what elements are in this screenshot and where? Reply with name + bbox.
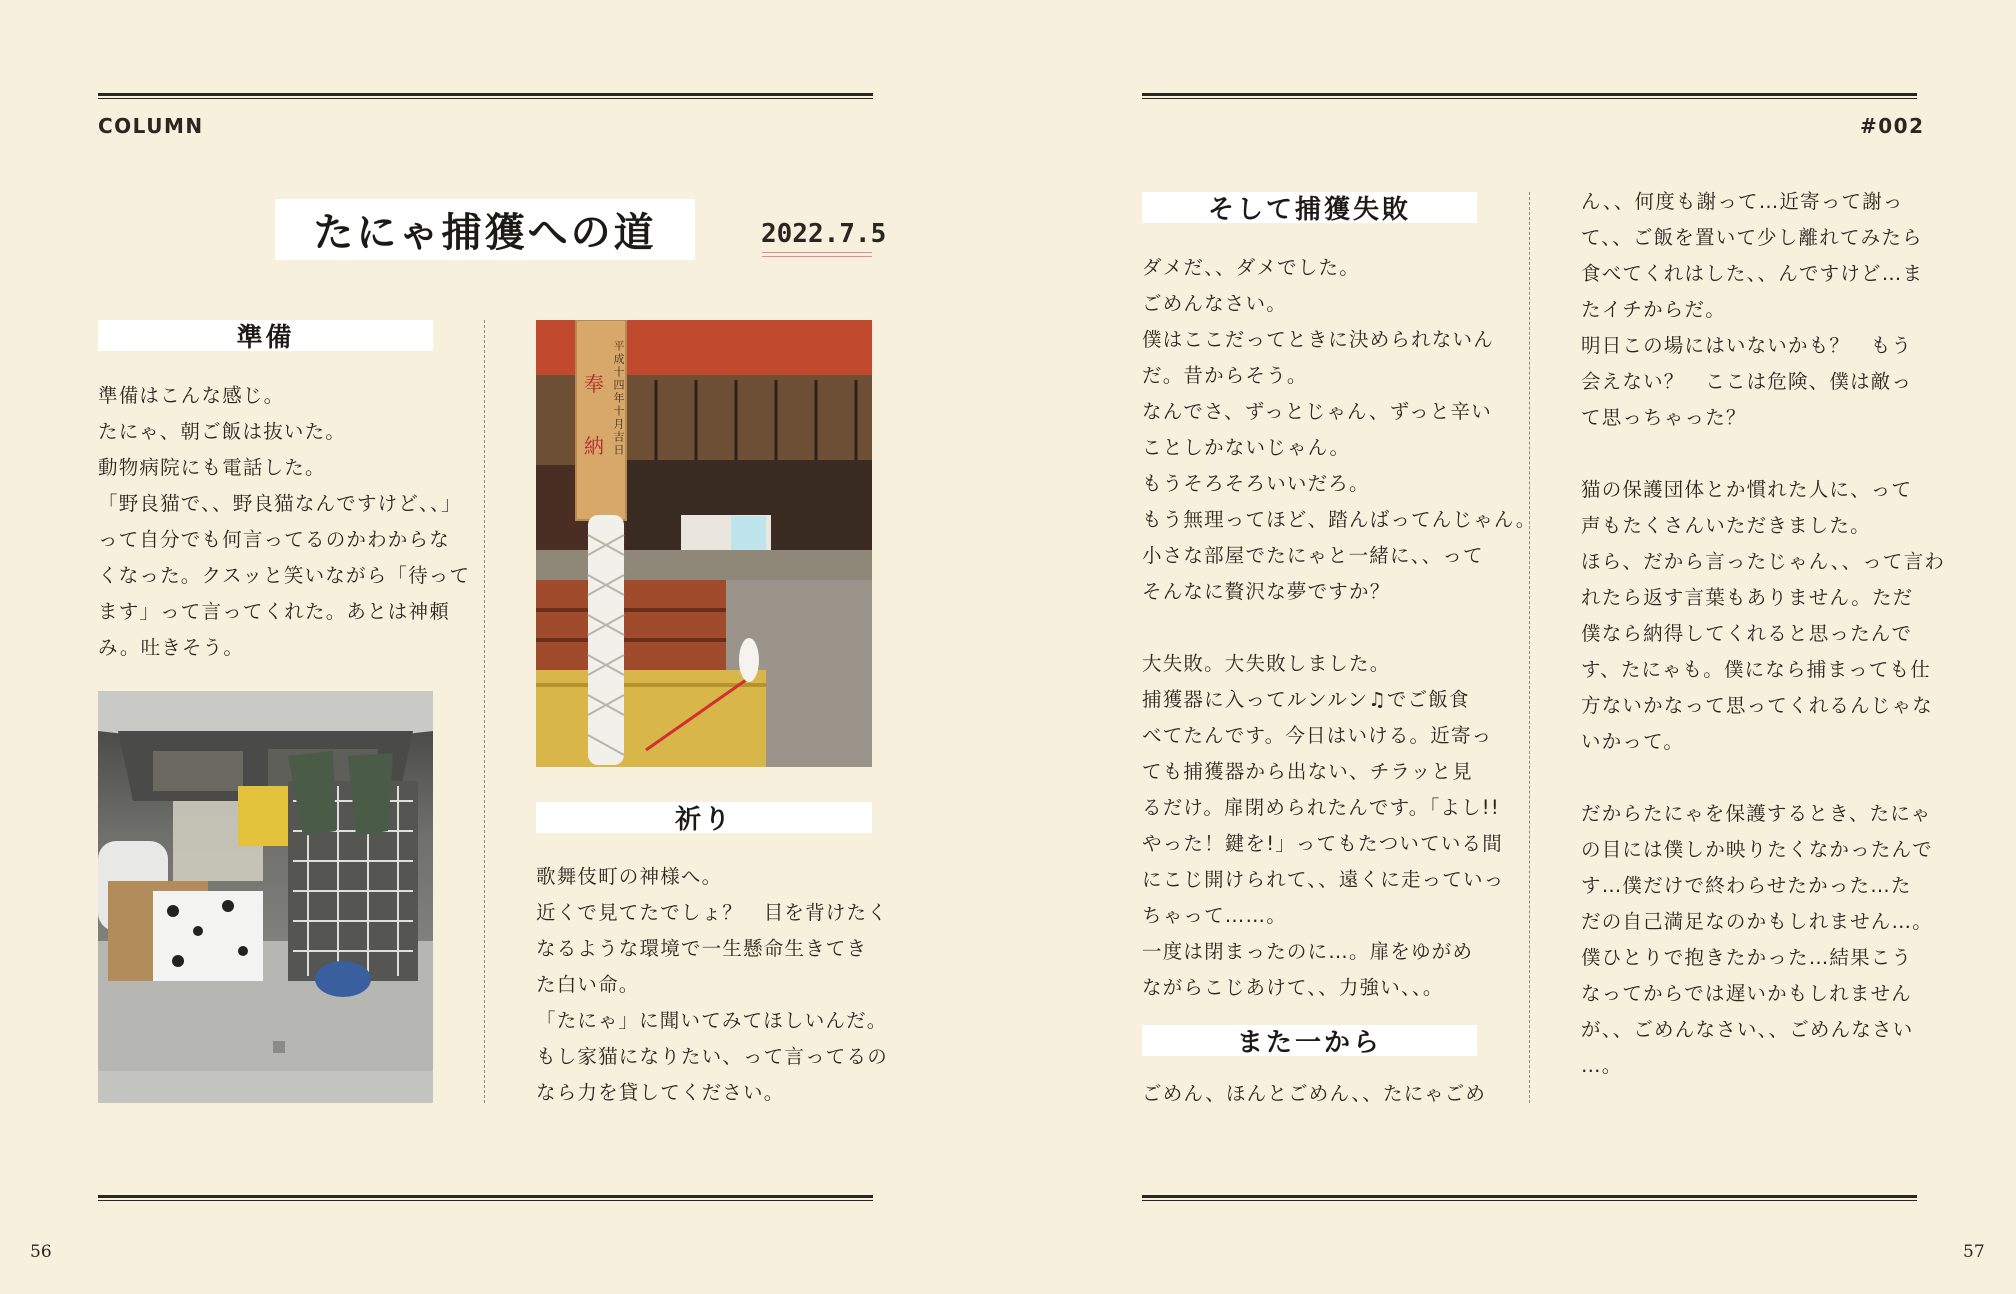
shrine-photo [536,320,872,767]
text-line: なら力を貸してください。 [536,1081,785,1104]
text-line: もうそろそろいいだろ。 [1142,472,1370,495]
text-line: くなった。クスッと笑いながら「待って [98,564,471,587]
text-line: だからたにゃを保護するとき、たにゃ [1581,802,1932,825]
bottom-rule-right [1142,1195,1917,1201]
text-line: て思っちゃった？ [1581,406,1747,429]
bottom-rule-left [98,1195,873,1201]
text-line: 動物病院にも電話した。 [98,456,326,479]
text-line: 会えない？ ここは危険、僕は敵っ [1581,370,1913,393]
text-line [1581,760,1921,796]
text-line: だの自己満足なのかもしれません…。 [1581,910,1933,933]
text-line: 大失敗。大失敗しました。 [1142,652,1391,675]
text-line: み。吐きそう。 [98,636,245,659]
text-line [1142,610,1482,646]
plaque-char-2: 納 [584,434,604,458]
text-line: 小さな部屋でたにゃと一緒に、、って [1142,544,1484,567]
text-line: もし家猫になりたい、って言ってるの [536,1045,888,1068]
text-line: 僕なら納得してくれると思ったんで [1581,622,1913,645]
text-line: ながらこじあけて、、力強い、、。 [1142,976,1444,999]
date-underline [762,252,872,257]
page-number-right: 57 [1963,1242,1985,1262]
title-date: 2022.7.5 [761,219,887,249]
issue-number: #002 [1860,114,1925,138]
text-line: 猫の保護団体とか慣れた人に、って [1581,478,1913,501]
section-body-junbi [98,378,471,666]
section-heading-inori: 祈り [536,802,872,833]
text-line: 方ないかなって思ってくれるんじゃな [1581,694,1933,717]
text-line: 捕獲器に入ってルンルン♫でご飯食 [1142,688,1470,711]
text-line: 僕はここだってときに決められないん [1142,328,1494,351]
text-line: 明日この場にはいないかも？ もう [1581,334,1913,357]
text-line: ごめん、ほんとごめん、、たにゃごめ [1142,1082,1487,1105]
text-line: たにゃ、朝ご飯は抜いた。 [98,420,347,443]
column-label: COLUMN [98,114,204,138]
text-line: なってからでは遅いかもしれません [1581,982,1913,1005]
text-line: 「野良猫で、、野良猫なんですけど、、」 [98,492,462,515]
text-line: なるような環境で一生懸命生きてき [536,937,868,960]
text-line: そんなに贅沢な夢ですか？ [1142,580,1391,603]
text-line: 声もたくさんいただきました。 [1581,514,1871,537]
car-trunk-photo [98,691,433,1103]
text-line: て、、ご飯を置いて少し離れてみたら [1581,226,1923,249]
text-line: 一度は閉まったのに…。扉をゆがめ [1142,940,1474,963]
text-line: ダメだ、、ダメでした。 [1142,256,1360,279]
text-line: にこじ開けられて、、遠くに走っていっ [1142,868,1505,891]
text-line: 「たにゃ」に聞いてみてほしいんだ。 [536,1009,888,1032]
text-line: 食べてくれはした、、んですけど…ま [1581,262,1924,285]
text-line: ことしかないじゃん。 [1142,436,1351,459]
text-line: す…僕だけで終わらせたかった…た [1581,874,1912,897]
section-heading-mataichi: また一から [1142,1025,1477,1056]
text-line: るだけ。扉閉められたんです。「よし!! [1142,796,1500,819]
column-divider [484,320,485,1103]
text-line: ごめんなさい。 [1142,292,1287,315]
text-line: の目には僕しか映りたくなかったんで [1581,838,1933,861]
text-line: いかって。 [1581,730,1685,753]
text-line: す、たにゃも。僕になら捕まっても仕 [1581,658,1931,681]
text-line: たイチからだ。 [1581,298,1726,321]
text-line: ます」って言ってくれた。あとは神頼 [98,600,450,623]
section-body-right-column [1581,184,1946,1084]
text-line: ん、、何度も謝って…近寄って謝っ [1581,190,1904,213]
text-line: べてたんです。今日はいける。近寄っ [1142,724,1493,747]
text-line: って自分でも何言ってるのかわからな [98,528,450,551]
plaque-small-text: 平成十四年十月吉日 [612,340,625,457]
text-line: ほら、だから言ったじゃん、、って言わ [1581,550,1946,573]
text-line: 歌舞伎町の神様へ。 [536,865,723,888]
text-line: ちゃって……。 [1142,904,1287,927]
text-line: れたら返す言葉もありません。ただ [1581,586,1914,609]
section-heading-shippai: そして捕獲失敗 [1142,192,1477,223]
text-line: もう無理ってほど、踏んばってんじゃん。 [1142,508,1537,531]
text-line [1581,436,1921,472]
text-line: なんでさ、ずっとじゃん、ずっと辛い [1142,400,1492,423]
top-rule-left [98,93,873,99]
plaque-char-1: 奉 [584,372,604,396]
section-body-inori [536,859,888,1111]
text-line: ても捕獲器から出ない、チラッと見 [1142,760,1473,783]
text-line: だ。昔からそう。 [1142,364,1308,387]
top-rule-right [1142,93,1917,99]
section-heading-junbi: 準備 [98,320,433,351]
page-number-left: 56 [30,1242,52,1262]
text-line: が、、ごめんなさい、、ごめんなさい [1581,1018,1914,1041]
column-divider [1529,192,1530,1103]
text-line: やった！鍵を!」ってもたついている間 [1142,832,1503,855]
text-line: 近くで見てたでしょ？ 目を背けたく [536,901,888,924]
text-line: 僕ひとりで抱きたかった…結果こう [1581,946,1913,969]
page-title: たにゃ捕獲への道 [275,199,695,260]
text-line: 準備はこんな感じ。 [98,384,285,407]
section-body-mataichi [1142,1076,1487,1112]
section-body-shippai [1142,250,1537,1006]
text-line: た白い命。 [536,973,640,996]
text-line: …。 [1581,1054,1623,1077]
